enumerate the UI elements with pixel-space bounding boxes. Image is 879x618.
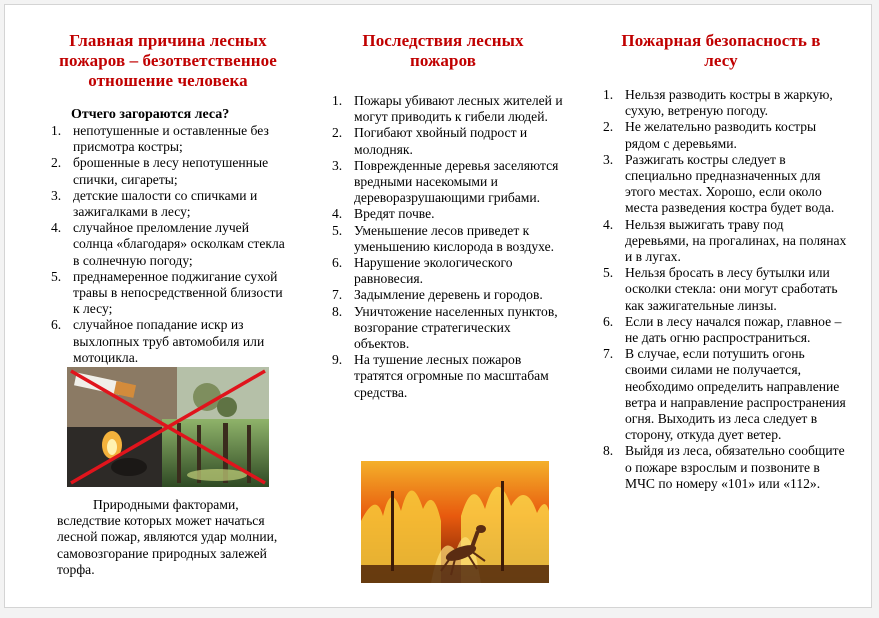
list-item-number: 4. <box>332 206 343 222</box>
list-item-text: В случае, если потушить огонь своими силами не получается, необходимо определить направление ветра и направление распространения огня. Выходить из леса следует в сторону, откуда дует ветер. <box>625 346 846 443</box>
list-item-text: Если в лесу начался пожар, главное – не дать огню распространиться. <box>625 313 842 346</box>
list-item-number: 6. <box>603 313 614 329</box>
list-item-number: 3. <box>603 151 614 167</box>
list-item <box>332 287 564 303</box>
col2-list <box>332 93 564 401</box>
list-item <box>332 223 564 255</box>
list-item-number: 5. <box>332 222 343 238</box>
list-item-text: Разжигать костры следует в специально предназначенных для этого местах. Хорошо, если около места разведения костра будет вода. <box>625 151 835 216</box>
cigarette-collage-svg <box>67 367 269 487</box>
cigarette-collage-image <box>67 367 269 487</box>
list-item-number: 4. <box>603 216 614 232</box>
col1-title: Главная причина лесных пожаров – безответственное отношение человека <box>59 31 277 90</box>
list-item <box>332 93 564 125</box>
list-item-number: 2. <box>332 125 343 141</box>
list-item <box>332 206 564 222</box>
list-item-text: Задымление деревень и городов. <box>354 287 543 303</box>
list-item <box>51 317 291 366</box>
list-item <box>332 352 564 401</box>
list-item <box>51 220 291 269</box>
list-item <box>603 314 847 346</box>
list-item <box>332 158 564 207</box>
list-item-text: Погибают хвойный подрост и молодняк. <box>354 125 528 157</box>
list-item-text: Нельзя бросать в лесу бутылки или осколки стекла: они могут сработать как зажигательные линзы. <box>625 265 838 313</box>
list-item <box>603 265 847 314</box>
list-item <box>51 188 291 220</box>
list-item-text: Поврежденные деревья заселяются вредными насекомыми и дереворазрушающими грибами. <box>354 157 559 206</box>
list-item-number: 1. <box>51 123 62 138</box>
list-item-number: 9. <box>332 352 343 368</box>
list-item-number: 3. <box>332 157 343 173</box>
list-item-text: Вредят почве. <box>354 206 435 222</box>
list-item-text: преднамеренное поджигание сухой травы в непосредственной близости к лесу; <box>73 268 283 317</box>
list-item-number: 5. <box>51 268 62 284</box>
list-item <box>603 87 847 119</box>
forest-fire-svg <box>361 461 549 583</box>
forest-fire-image <box>361 461 549 583</box>
list-item-text: Выйдя из леса, обязательно сообщите о пожаре взрослым и позвоните в МЧС по номеру «101» или «112». <box>625 443 845 491</box>
col3-title: Пожарная безопасность в лесу <box>621 31 821 70</box>
list-item-text: брошенные в лесу непотушенные спички, сигареты; <box>73 155 269 187</box>
list-item-text: Нельзя выжигать траву под деревьями, на прогалинах, на полянах и в лугах. <box>625 216 847 265</box>
list-item-number: 7. <box>603 346 614 362</box>
list-item-text: Нарушение экологического равновесия. <box>354 255 513 287</box>
list-item <box>603 443 847 492</box>
list-item <box>332 304 564 353</box>
list-item-text: случайное попадание искр из выхлопных труб автомобиля или мотоцикла. <box>73 317 265 365</box>
list-item-number: 2. <box>603 119 614 135</box>
list-item <box>332 255 564 287</box>
col2-title: Последствия лесных пожаров <box>362 31 524 70</box>
col1-list <box>51 123 291 366</box>
list-item-text: Не желательно разводить костры рядом с деревьями. <box>625 119 817 151</box>
col1-subtitle: Отчего загораются леса? <box>71 107 230 122</box>
list-item-number: 1. <box>332 93 343 108</box>
list-item-text: Уменьшение лесов приведет к уменьшению кислорода в воздухе. <box>354 222 555 254</box>
list-item <box>51 269 291 318</box>
list-item <box>51 123 291 155</box>
list-item-text: Уничтожение населенных пунктов, возгорание стратегических объектов. <box>354 303 558 352</box>
list-item-number: 7. <box>332 287 343 303</box>
list-item-text: На тушение лесных пожаров тратятся огромные по масштабам средства. <box>354 352 549 400</box>
list-item-number: 8. <box>603 443 614 459</box>
list-item-number: 2. <box>51 155 62 171</box>
list-item-number: 6. <box>332 255 343 271</box>
list-item <box>603 346 847 443</box>
list-item <box>603 152 847 217</box>
list-item-number: 4. <box>51 220 62 236</box>
list-item-text: непотушенные и оставленные без присмотра костры; <box>73 123 269 155</box>
list-item-number: 3. <box>51 187 62 203</box>
list-item-text: Нельзя разводить костры в жаркую, сухую, ветреную погоду. <box>625 87 833 119</box>
list-item-text: случайное преломление лучей солнца «благодаря» осколкам стекла в солнечную погоду; <box>73 220 285 268</box>
list-item <box>603 119 847 151</box>
list-item-number: 5. <box>603 265 614 281</box>
brochure-page <box>4 4 872 608</box>
list-item <box>603 217 847 266</box>
list-item <box>51 155 291 187</box>
list-item-number: 8. <box>332 303 343 319</box>
list-item-number: 1. <box>603 87 614 102</box>
list-item <box>332 125 564 157</box>
list-item-text: детские шалости со спичками и зажигалками в лесу; <box>73 187 258 220</box>
list-item-text: Пожары убивают лесных жителей и могут приводить к гибели людей. <box>354 93 563 125</box>
list-item-number: 6. <box>51 317 62 333</box>
col1-paragraph: Природными факторами, вследствие которых может начаться лесной пожар, являются удар молнии, самовозгорание природных залежей торфа. <box>57 497 278 577</box>
col3-list <box>603 87 847 492</box>
